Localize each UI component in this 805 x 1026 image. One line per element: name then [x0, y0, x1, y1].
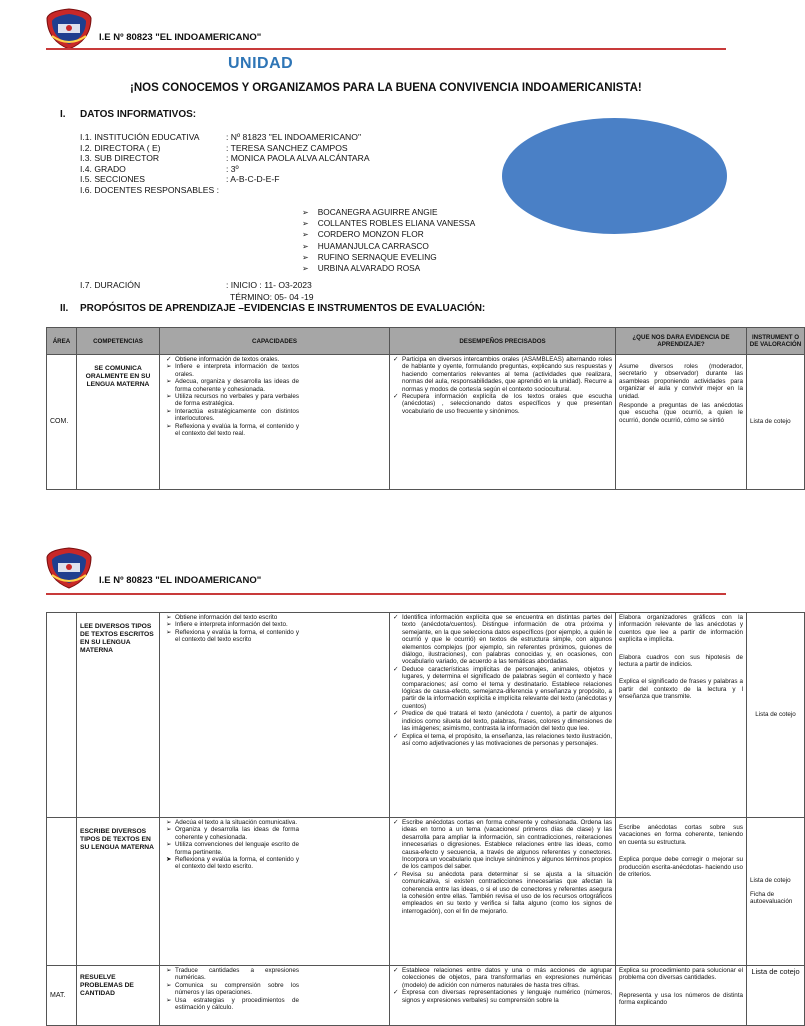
desempeno-item: ✓ Establece relaciones entre datos y una o más acciones de agrupar colecciones de objetos, para transformarlas en expresiones numéricas (modelo) de adición con números naturales de hasta tres cifras. [393, 967, 612, 989]
info-value: : TERESA SANCHEZ CAMPOS [226, 142, 348, 153]
docente-item: ➢ CORDERO MONZON FLOR [302, 229, 475, 240]
desempenos-cell [390, 613, 616, 818]
header-divider-2 [46, 593, 726, 595]
section-1-number: I. [60, 109, 66, 120]
desempeno-item: ✓ Revisa su anécdota para determinar si se ajusta a la situación comunicativa, si existen contradicciones innecesarias que afectan la coherencia entre las ideas, o si el uso de conectores y referentes asegura la cohesión entre ellas. También revisa el uso de los recursos ortográficos empleados en su texto y verifica si falta alguno (como los signos de interrogación), con el fin de mejorarlo. [393, 871, 612, 915]
table-header-row [47, 328, 805, 355]
competencia-cell: LEE DIVERSOS TIPOS DE TEXTOS ESCRITOS EN SU LENGUA MATERNA [77, 613, 160, 818]
school-logo-2 [46, 547, 92, 594]
docente-item: ➢ COLLANTES ROBLES ELIANA VANESSA [302, 218, 475, 229]
section-2-number: II. [60, 303, 69, 314]
docentes-list [302, 207, 475, 274]
col-header-competencias: COMPETENCIAS [77, 328, 160, 355]
evidencia-text: Responde a preguntas de las anécdotas que escucha (que ocurrió, a quien le ocurrió, donde ocurrió, cómo se sintió [619, 402, 743, 424]
info-row [80, 143, 370, 154]
evidencia-text: Asume diversos roles (moderador, secretario y observador) durante las asambleas proponiendo actividades para organizar el aula y convivir mejor en la unidad. [619, 363, 743, 400]
duracion-inicio: : INICIO : 11- O3-2023 [226, 280, 312, 290]
evidencia-cell [616, 818, 747, 966]
capacidad-item: ➢ Reflexiona y evalúa la forma, el contenido y el contexto del texto escrito [166, 629, 299, 644]
capacidades-cell [160, 355, 390, 490]
desempenos-cell [390, 966, 616, 1026]
area-cell [47, 613, 77, 818]
col-header-capacidades: CAPACIDADES [160, 328, 390, 355]
capacidad-item: ➢ Utiliza recursos no verbales y para verbales de forma estratégica. [166, 393, 299, 408]
school-header: I.E Nº 80823 "EL INDOAMERICANO" [99, 32, 262, 43]
capacidad-item: ➢ Infiere e interpreta información del texto. [166, 621, 299, 628]
info-label: I.3. SUB DIRECTOR [80, 153, 160, 163]
desempeno-item: ✓ Explica el tema, el propósito, la enseñanza, las relaciones texto ilustración, así como adjetivaciones y las motivaciones de personas y personajes. [393, 733, 612, 748]
header-divider [46, 48, 726, 50]
capacidad-item: ➢ Obtiene información del texto escrito [166, 614, 299, 621]
table-row [47, 613, 805, 818]
info-value: : 3º [226, 163, 239, 174]
evidencia-text: Representa y usa los números de distinta forma explicando [619, 991, 743, 1007]
competencia-cell: ESCRIBE DIVERSOS TIPOS DE TEXTOS EN SU LENGUA MATERNA [77, 818, 160, 966]
evidencia-text: Elabora organizadores gráficos con la información relevante de las anécdotas y cuentos que lee a partir de información explícita e implícita. [619, 614, 743, 644]
instrumento-text: Lista de cotejo [750, 877, 791, 885]
duracion-label: I.7. DURACIÓN [80, 280, 141, 290]
instrumento-text: Ficha de autoevaluación [750, 890, 793, 906]
capacidad-item: ➢ Adecua, organiza y desarrolla las ideas de forma coherente y cohesionada. [166, 378, 299, 393]
duracion-row [80, 280, 312, 290]
desempeno-item: ✓ Deduce características implícitas de personajes, animales, objetos y lugares, y determina el significado de palabras según el contexto y hace comparaciones; así como el tema y destinatario. Establece relaciones lógicas de causa-efecto, semejanza-diferencia y enseñanza y propósito, a partir de la información explícita e implícita relevante del texto (anécdotas y cuentos) [393, 666, 612, 710]
info-row [80, 132, 370, 143]
info-value: : MONICA PAOLA ALVA ALCÁNTARA [226, 153, 370, 163]
shield-logo-icon [46, 8, 92, 50]
col-header-evidencia: ¿QUE NOS DARA EVIDENCIA DE APRENDIZAJE? [616, 328, 747, 355]
info-list [80, 132, 370, 195]
docentes-label [80, 185, 370, 196]
info-label: I.5. SECCIONES [80, 174, 145, 184]
info-label: I.2. DIRECTORA ( E) [80, 142, 161, 153]
info-value: : A-B-C-D-E-F [226, 174, 280, 184]
desempeno-item: ✓ Participa en diversos intercambios orales (ASAMBLEAS) alternando roles de hablante y oyente, formulando preguntas, explicando sus respuestas y haciendo comentarios relevantes al tema (actividades que realizara, normas del aula, responsabilidades, que aprendió en la unidad). Recurre a normas y modos de cortesía según el contexto sociocultural. [393, 356, 612, 393]
evidencia-text: Explica su procedimiento para solucionar el problema con diversas cantidades. [619, 967, 743, 982]
capacidad-item: ➢ Utiliza convenciones del lenguaje escrito de forma pertinente. [166, 841, 299, 856]
capacidad-item: ➢ Comunica su comprensión sobre los números y las operaciones. [166, 982, 299, 997]
area-cell [47, 818, 77, 966]
col-header-area: ÁREA [47, 328, 77, 355]
instrumento-cell: Lista de cotejo [747, 966, 805, 1026]
capacidades-cell [160, 613, 390, 818]
instrumento-cell: Lista de cotejo [747, 613, 805, 818]
capacidad-item: ➢ Infiere e interpreta información de textos orales. [166, 363, 299, 378]
purposes-table-2 [46, 612, 805, 1026]
school-header-2: I.E Nº 80823 "EL INDOAMERICANO" [99, 575, 262, 586]
table-row [47, 966, 805, 1026]
capacidad-item: ➢ Organiza y desarrolla las ideas de forma coherente y cohesionada. [166, 826, 299, 841]
info-value: : Nº 81823 "EL INDOAMERICANO" [226, 132, 362, 142]
section-1-title: DATOS INFORMATIVOS: [80, 109, 197, 120]
info-row [80, 174, 370, 185]
unit-title: UNIDAD [228, 55, 294, 72]
instrumento-cell [747, 818, 805, 966]
evidencia-cell [616, 613, 747, 818]
desempeno-item: ✓ Recupera información explícita de los textos orales que escucha (anécdotas) , seleccionando datos específicos y que presentan vocabulario de uso frecuente y sinónimos. [393, 393, 612, 415]
info-row [80, 164, 370, 175]
info-label: I.1. INSTITUCIÓN EDUCATIVA [80, 132, 200, 142]
table-row [47, 818, 805, 966]
purposes-table-1 [46, 327, 805, 490]
evidencia-text: Escribe anécdotas cortas sobre sus vacaciones en forma coherente, teniendo en cuenta su estructura. [619, 824, 743, 846]
main-title: ¡NOS CONOCEMOS Y ORGANIZAMOS PARA LA BUENA CONVIVENCIA INDOAMERICANISTA! [130, 82, 642, 94]
docente-item: ➢ RUFINO SERNAQUE EVELING [302, 252, 475, 263]
capacidad-item: ➢ Adecúa el texto a la situación comunicativa. [166, 819, 299, 826]
info-label: I.4. GRADO [80, 163, 126, 174]
desempeno-item: ✓ Predice de qué tratará el texto (anécdota / cuento), a partir de algunos indicios como silueta del texto, palabras, frases, colores y dimensiones de las imágenes; asimismo, contrasta la información del texto que lee. [393, 710, 612, 732]
desempeno-item: ✓ Expresa con diversas representaciones y lenguaje numérico (números, signos y expresiones verbales) su comprensión sobre la [393, 989, 612, 1004]
instrumento-cell: Lista de cotejo [747, 355, 805, 490]
info-row [80, 153, 370, 164]
area-cell: COM. [47, 355, 77, 490]
capacidad-item: ➢ Traduce cantidades a expresiones numéricas. [166, 967, 299, 982]
area-cell: MAT. [47, 966, 77, 1026]
capacidad-item: ➢ Usa estrategias y procedimientos de estimación y cálculo. [166, 997, 299, 1012]
evidencia-text: Explica porque debe corregir o mejorar su producción escrita-anécdotas- haciendo uso de criterios. [619, 856, 743, 879]
shield-logo-icon [46, 547, 92, 589]
duracion-termino: TÉRMINO: 05- 04 -19 [230, 292, 314, 302]
col-header-instrumento: INSTRUMENT O DE VALORACIÓN [747, 328, 805, 355]
docente-item: ➢ BOCANEGRA AGUIRRE ANGIE [302, 207, 475, 218]
capacidad-item: ✓ Obtiene información de textos orales. [166, 356, 299, 363]
desempenos-cell [390, 355, 616, 490]
blue-oval-shape [502, 118, 727, 234]
evidencia-text: Elabora cuadros con sus hipotesis de lectura a partir de indicios. [619, 653, 743, 669]
capacidad-item: ➤ Reflexiona y evalúa la forma, el contenido y el contexto del texto escrito. [166, 856, 299, 871]
table-row [47, 355, 805, 490]
capacidad-item: ➢ Interactúa estratégicamente con distintos interlocutores. [166, 408, 299, 423]
capacidades-cell [160, 818, 390, 966]
competencia-cell: SE COMUNICA ORALMENTE EN SU LENGUA MATERNA [77, 355, 160, 490]
desempeno-item: ✓ Escribe anécdotas cortas en forma coherente y cohesionada. Ordena las ideas en torno a un tema (vacaciones/ primeros días de clase) y las desarrolla para ampliar la información, sin contradicciones, reiteraciones innecesarias o digresiones. Establece relaciones entre las ideas, como causa-efecto y secuencia, a través de algunos referentes y conectores. Incorpora un vocabulario que incluye sinónimos y algunos términos propios de los campos del saber. [393, 819, 612, 871]
evidencia-text: Explica el significado de frases y palabras a partir del contexto de la lectura y l enseñanza que transmite. [619, 678, 743, 701]
desempenos-cell [390, 818, 616, 966]
desempeno-item: ✓ Identifica información explícita que se encuentra en distintas partes del texto (anécdota/cuentos). Distingue información de otra próxima y semejante, en la que selecciona datos específicos (por ejemplo, a quién le ocurrió y que le ocurrió) en textos de estructura simple, con algunos elementos complejos (por ejemplo, sin referentes próximos, guiones de diálogo, ilustraciones), con palabras conocidas y, en ocasiones, con vocabulario variado, de acuerdo a las temáticas abordadas. [393, 614, 612, 666]
evidencia-cell [616, 355, 747, 490]
capacidades-cell [160, 966, 390, 1026]
evidencia-cell [616, 966, 747, 1026]
col-header-desempenos: DESEMPEÑOS PRECISADOS [390, 328, 616, 355]
docente-item: ➢ URBINA ALVARADO ROSA [302, 263, 475, 274]
competencia-cell: RESUELVE PROBLEMAS DE CANTIDAD [77, 966, 160, 1026]
section-2-title: PROPÓSITOS DE APRENDIZAJE –EVIDENCIAS E INSTRUMENTOS DE EVALUACIÓN: [80, 303, 486, 314]
capacidad-item: ➢ Reflexiona y evalúa la forma, el contenido y el contexto del texto real. [166, 423, 299, 438]
docente-item: ➢ HUAMANJULCA CARRASCO [302, 241, 475, 252]
docentes-label-text: I.6. DOCENTES RESPONSABLES : [80, 184, 219, 195]
